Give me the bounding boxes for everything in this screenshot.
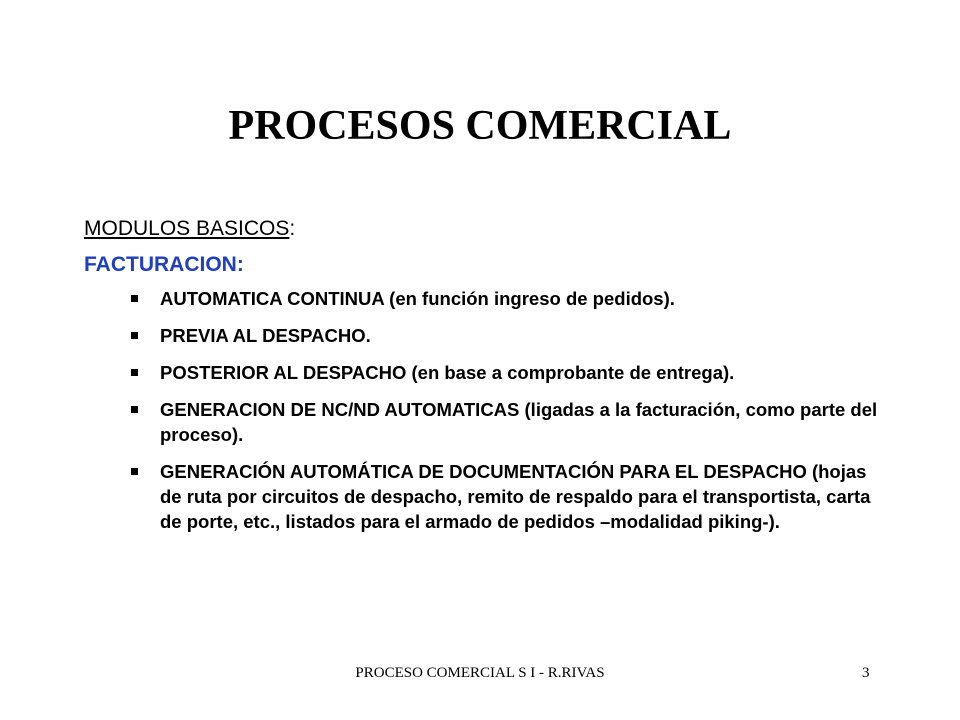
- list-item: [84, 459, 884, 534]
- section-heading: [84, 214, 884, 244]
- list-item: [84, 286, 884, 311]
- list-item-text: GENERACION DE NC/ND AUTOMATICAS (ligadas a la facturación, como parte del proceso).: [160, 399, 878, 445]
- square-bullet-icon: [131, 332, 138, 339]
- footer-text: PROCESO COMERCIAL S I - R.RIVAS: [355, 665, 605, 681]
- page-number: 3: [862, 665, 870, 681]
- section-heading-colon: :: [289, 217, 296, 240]
- list-item: [84, 397, 884, 447]
- section-heading-label: MODULOS BASICOS: [84, 217, 290, 240]
- square-bullet-icon: [131, 468, 138, 475]
- slide-title: PROCESOS COMERCIAL: [228, 103, 732, 149]
- square-bullet-icon: [131, 406, 138, 413]
- list-item-text: AUTOMATICA CONTINUA (en función ingreso de pedidos).: [160, 288, 675, 309]
- bullet-list: [84, 286, 884, 534]
- subsection-heading: FACTURACION:: [84, 253, 244, 276]
- square-bullet-icon: [131, 295, 138, 302]
- list-item-text: GENERACIÓN AUTOMÁTICA DE DOCUMENTACIÓN PARA EL DESPACHO (hojas de ruta por circuitos de despacho, remito de respaldo para el transportista, carta de porte, etc., listados para el armado de pedidos –modalidad piking-).: [160, 461, 871, 532]
- list-item: [84, 323, 884, 348]
- list-item-text: PREVIA AL DESPACHO.: [160, 325, 371, 346]
- slide-content: [84, 214, 884, 534]
- square-bullet-icon: [131, 369, 138, 376]
- list-item: [84, 360, 884, 385]
- list-item-text: POSTERIOR AL DESPACHO (en base a comprobante de entrega).: [160, 362, 735, 383]
